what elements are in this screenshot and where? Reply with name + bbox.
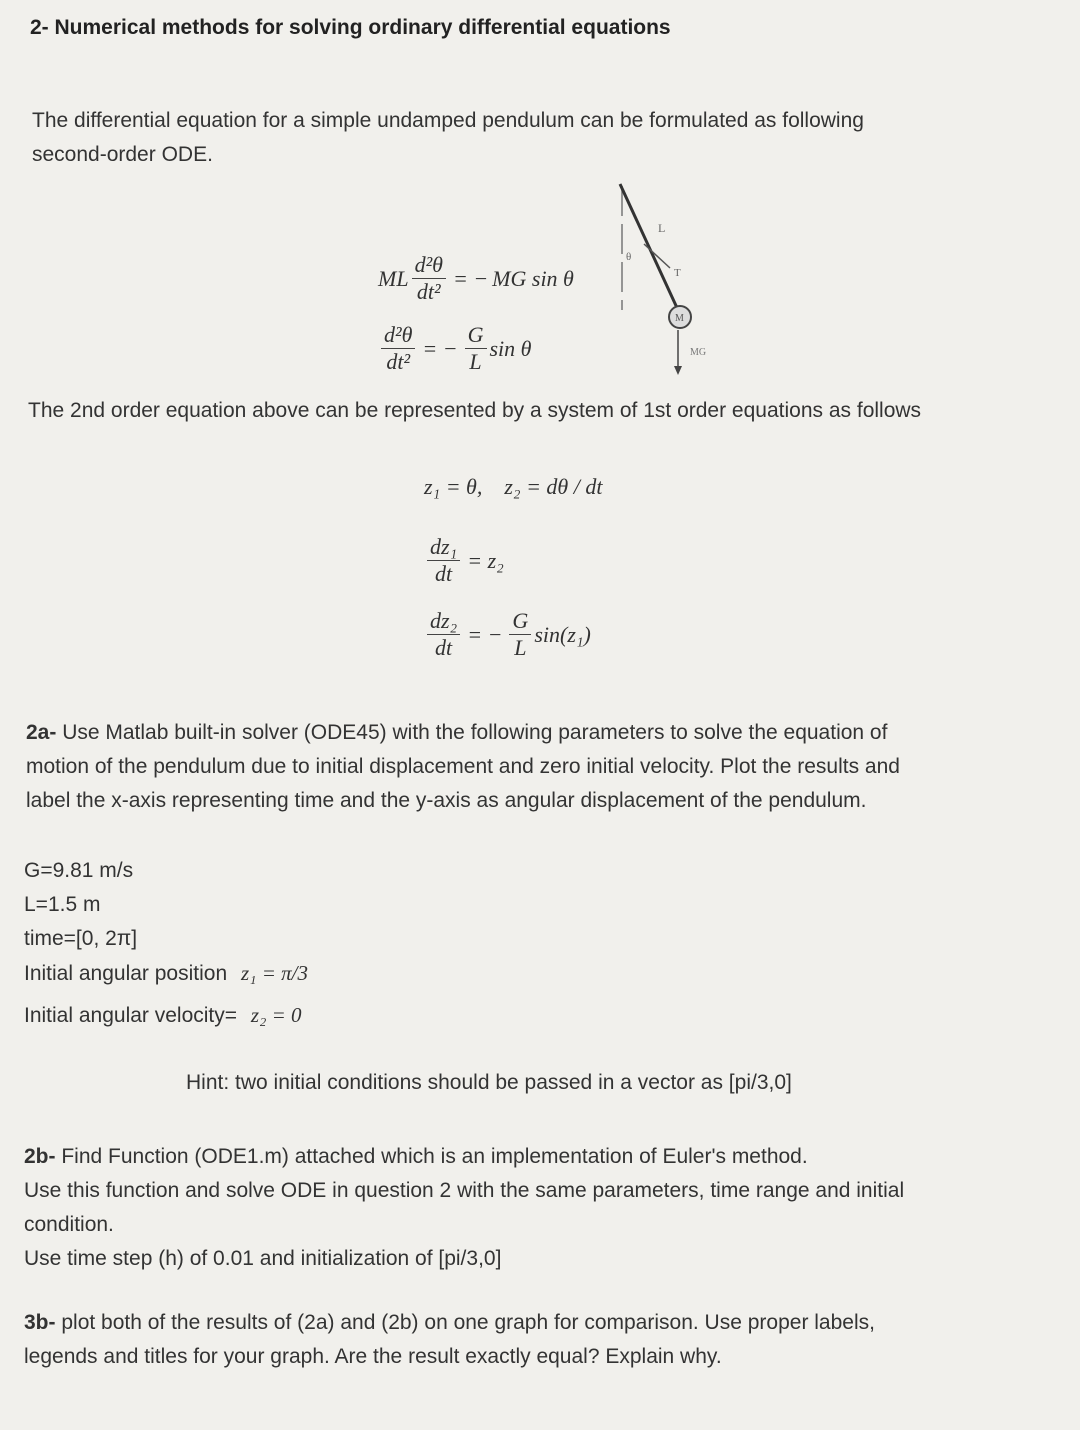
- tension-label: T: [674, 267, 681, 279]
- eq2-fraction: [381, 322, 415, 375]
- q2b-line-1-text: Find Function (ODE1.m) attached which is an implementation of Euler's method.: [61, 1145, 808, 1168]
- eq1-denominator: dt²: [416, 279, 441, 304]
- q2a-line-3: label the x-axis representing time and the y-axis as angular displacement of the pendulum.: [26, 789, 867, 812]
- q2b-line-1: [24, 1140, 904, 1174]
- q3b-line-2: legends and titles for your graph. Are the result exactly equal? Explain why.: [24, 1345, 722, 1368]
- pendulum-rod: [620, 184, 678, 310]
- q3b-line-1-text: plot both of the results of (2a) and (2b) on one graph for comparison. Use proper labels,: [61, 1311, 875, 1334]
- eq1-rhs: MG sin θ: [492, 265, 574, 291]
- q3b-label: 3b-: [24, 1311, 56, 1334]
- initial-velocity-value: z₂ = 0: [250, 1003, 302, 1027]
- eq1-numerator: d²θ: [412, 252, 446, 279]
- sys2-denominator: dt: [435, 635, 453, 660]
- question-3b: [24, 1306, 875, 1374]
- sys2-numerator: dz₂: [427, 608, 460, 635]
- parameter-list: [24, 854, 308, 1032]
- section-title: 2- Numerical methods for solving ordinary differential equations: [30, 16, 671, 39]
- eq2-denominator: dt²: [386, 349, 411, 374]
- sys2-l: L: [514, 635, 527, 660]
- q2b-line-3: condition.: [24, 1213, 114, 1236]
- param-initial-position: [24, 956, 308, 990]
- eq1-fraction: [412, 252, 446, 305]
- sys2-g: G: [509, 608, 531, 635]
- q2a-line-1: [26, 716, 900, 750]
- param-time: time=[0, 2π]: [24, 927, 138, 950]
- initial-velocity-label: Initial angular velocity=: [24, 1004, 238, 1027]
- theta-label: θ: [626, 251, 632, 263]
- question-2a: [26, 716, 900, 818]
- sys1-fraction: [427, 534, 460, 587]
- hint-text: Hint: two initial conditions should be passed in a vector as [pi/3,0]: [186, 1071, 792, 1094]
- pendulum-diagram: [600, 180, 730, 380]
- q2b-label: 2b-: [24, 1145, 56, 1168]
- weight-arrow-head-icon: [674, 366, 682, 375]
- param-length: L=1.5 m: [24, 893, 101, 916]
- intro-line-2: second-order ODE.: [32, 143, 213, 166]
- eq2-g-over-l: [465, 322, 487, 375]
- eq1-coefficient: ML: [378, 265, 409, 291]
- sys1-numerator: dz₁: [427, 534, 460, 561]
- eq2-numerator: d²θ: [381, 322, 415, 349]
- z1-definition: z₁ = θ,: [424, 474, 483, 499]
- z2-definition: z₂ = dθ / dt: [504, 474, 603, 499]
- intro-paragraph: [32, 104, 864, 172]
- system-equation-1: [424, 534, 508, 587]
- system-intro: The 2nd order equation above can be represented by a system of 1st order equations as follows: [28, 399, 922, 422]
- q2a-line-2: motion of the pendulum due to initial displacement and zero initial velocity. Plot the results and: [26, 755, 900, 778]
- weight-label: MG: [690, 347, 707, 358]
- sys2-g-over-l: [509, 608, 531, 661]
- eq2-l: L: [469, 349, 482, 374]
- equation-pendulum-force: [378, 252, 574, 305]
- sys2-equals: = −: [467, 621, 503, 647]
- state-definitions: [424, 474, 602, 500]
- intro-line-1: The differential equation for a simple undamped pendulum can be formulated as following: [32, 109, 864, 132]
- eq1-equals: = −: [452, 265, 489, 291]
- param-initial-velocity: [24, 998, 308, 1032]
- sys2-rhs: sin(z₁): [534, 621, 591, 647]
- sys1-rhs: = z₂: [467, 547, 504, 573]
- eq2-g: G: [465, 322, 487, 349]
- q2b-line-4: Use time step (h) of 0.01 and initialization of [pi/3,0]: [24, 1247, 502, 1270]
- param-gravity: G=9.81 m/s: [24, 859, 134, 882]
- equation-pendulum-accel: [378, 322, 531, 375]
- system-equation-2: [424, 608, 591, 661]
- eq2-rhs: sin θ: [489, 335, 532, 361]
- initial-position-label: Initial angular position: [24, 962, 228, 985]
- q2a-label: 2a-: [26, 721, 57, 744]
- question-2b: [24, 1140, 904, 1276]
- mass-label: M: [675, 313, 684, 324]
- q3b-line-1: [24, 1306, 875, 1340]
- sys1-denominator: dt: [435, 561, 453, 586]
- q2b-line-2: Use this function and solve ODE in question 2 with the same parameters, time range and initial: [24, 1179, 905, 1202]
- initial-position-value: z₁ = π/3: [240, 961, 308, 985]
- sys2-fraction: [427, 608, 460, 661]
- length-label: L: [658, 221, 666, 235]
- q2a-line-1-text: Use Matlab built-in solver (ODE45) with the following parameters to solve the equation of: [62, 721, 888, 744]
- eq2-equals: = −: [422, 335, 458, 361]
